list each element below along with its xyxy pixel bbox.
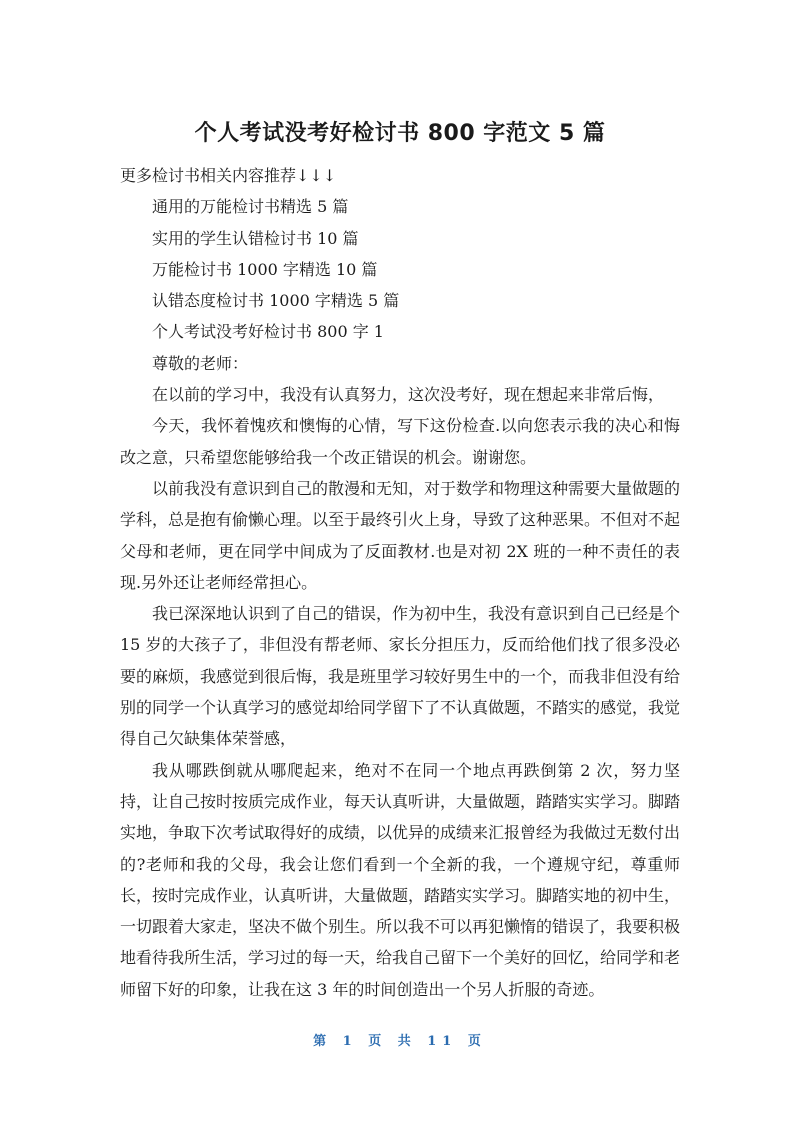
body-paragraph: 我从哪跌倒就从哪爬起来，绝对不在同一个地点再跌倒第 2 次，努力坚持，让自己按时按质完成作业，每天认真听讲，大量做题，踏踏实实学习。脚踏实地，争取下次考试取得好的成绩，以优异的成绩来汇报曾经为我做过无数付出的?老师和我的父母，我会让您们看到一个全新的我，一个遵规守纪，尊重师长，按时完成作业，认真听讲，大量做题，踏踏实实学习。脚踏实地的初中生，一切跟着大家走，坚决不做个别生。所以我不可以再犯懒惰的错误了，我要积极地看待我所生活，学习过的每一天，给我自己留下一个美好的回忆，给同学和老师留下好的印象，让我在这 3 年的时间创造出一个另人折服的奇迹。 (120, 760, 681, 999)
document-body (120, 160, 680, 1005)
recommend-link[interactable]: 实用的学生认错检讨书 10 篇 (152, 228, 359, 248)
intro-line: 在以前的学习中，我没有认真努力，这次没考好，现在想起来非常后悔， (152, 385, 665, 405)
body-paragraph: 我已深深地认识到了自己的错误，作为初中生，我没有意识到自己已经是个 15 岁的大孩子了，非但没有帮老师、家长分担压力，反而给他们找了很多没必要的麻烦，我感觉到很后悔，我是班里学习较好男生中的一个，而我非但没有给别的同学一个认真学习的感觉却给同学留下了不认真做题，不踏实的感觉，我觉得自己欠缺集体荣誉感， (120, 604, 681, 749)
body-paragraph: 以前我没有意识到自己的散漫和无知，对于数学和物理这种需要大量做题的学科，总是抱有偷懒心理。以至于最终引火上身，导致了这种恶果。不但对不起父母和老师，更在同学中间成为了反面教材.也是对初 2X 班的一种不责任的表现.另外还让老师经常担心。 (120, 478, 681, 592)
section-heading: 个人考试没考好检讨书 800 字 1 (152, 322, 384, 342)
body-paragraph: 今天，我怀着愧疚和懊悔的心情，写下这份检查.以向您表示我的决心和悔改之意，只希望您能够给我一个改正错误的机会。谢谢您。 (120, 416, 680, 467)
recommend-link[interactable]: 通用的万能检讨书精选 5 篇 (152, 197, 349, 217)
salutation: 尊敬的老师： (152, 353, 249, 373)
recommend-link[interactable]: 万能检讨书 1000 字精选 10 篇 (152, 259, 378, 279)
recommend-link[interactable]: 认错态度检讨书 1000 字精选 5 篇 (152, 291, 400, 311)
document-title: 个人考试没考好检讨书 800 字范文 5 篇 (194, 121, 606, 146)
recommend-header: 更多检讨书相关内容推荐↓↓↓ (120, 166, 337, 185)
page-number-footer: 第 1 页 共 11 页 (313, 1034, 487, 1049)
